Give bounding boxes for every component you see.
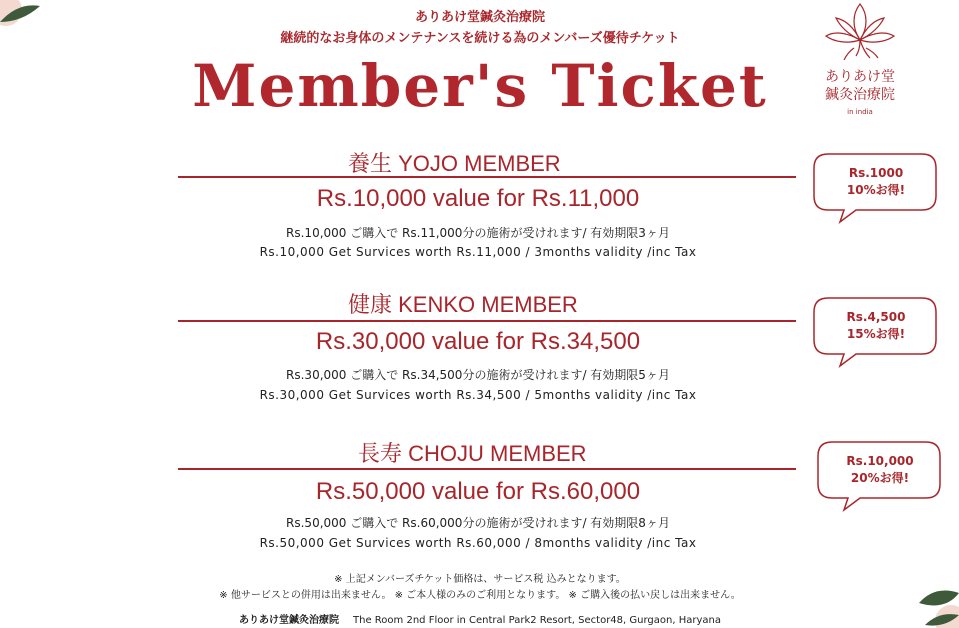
tier-value: Rs.10,000 value for Rs.11,000 <box>316 185 640 212</box>
top-left-leaf-decoration <box>0 0 50 40</box>
bubble-percent: 20%お得! <box>850 471 910 485</box>
discount-bubble-yojo <box>810 148 940 226</box>
bottom-right-leaf-decoration <box>905 585 959 628</box>
tier-description-en: Rs.30,000 Get Survices worth Rs.34,500 / 5months validity /inc Tax <box>259 388 697 402</box>
bubble-amount: Rs.10,000 <box>846 454 914 468</box>
clinic-logo <box>810 0 910 120</box>
ticket-subtitle: 継続的なお身体のメンテナンスを続ける為のメンバーズ優待チケット <box>280 31 680 46</box>
discount-bubble-kenko <box>810 292 940 370</box>
tier-name: 健康 KENKO MEMBER <box>348 292 578 317</box>
notes-line1: ※ 上記メンバーズチケット価格は、サービス税 込みとなります。 <box>334 574 626 585</box>
bubble-percent: 10%お得! <box>846 183 906 197</box>
tier-description-jp: Rs.30,000 ご購入で Rs.34,500分の施術が受けれます/ 有効期限5ヶ月 <box>286 368 670 382</box>
bubble-amount: Rs.1000 <box>848 166 904 180</box>
lotus-icon <box>818 0 902 66</box>
footer <box>180 611 780 626</box>
bubble-amount: Rs.4,500 <box>846 310 906 324</box>
tier-description-jp: Rs.10,000 ご購入で Rs.11,000分の施術が受けれます/ 有効期限3ヶ月 <box>286 226 670 240</box>
tier-description-en: Rs.10,000 Get Survices worth Rs.11,000 / 3months validity /inc Tax <box>259 245 697 259</box>
tier-divider <box>178 320 796 322</box>
clinic-name-header: ありあけ堂鍼灸治療院 <box>414 10 545 25</box>
tier-value: Rs.50,000 value for Rs.60,000 <box>315 478 641 505</box>
tier-divider <box>178 176 796 178</box>
bubble-percent: 15%お得! <box>846 327 906 341</box>
footer-store-name: ありあけ堂鍼灸治療院 <box>239 615 340 626</box>
footer-address: The Room 2nd Floor in Central Park2 Resort, Sector48, Gurgaon, Haryana <box>353 615 721 626</box>
tier-name: 養生 YOJO MEMBER <box>348 151 561 176</box>
tier-description-en: Rs.50,000 Get Survices worth Rs.60,000 / 8months validity /inc Tax <box>259 536 697 550</box>
notes-line2: ※ 他サービスとの併用は出来ません。 ※ ご本人様のみのご利用となります。 ※ ご購入後の払い戻しは出来ません。 <box>219 590 741 601</box>
page-title: Member's Ticket <box>192 52 768 120</box>
tier-name: 長寿 CHOJU MEMBER <box>358 441 587 466</box>
tier-divider <box>178 468 796 470</box>
tier-value: Rs.30,000 value for Rs.34,500 <box>315 328 641 355</box>
logo-text-line1: ありあけ堂 <box>825 69 895 85</box>
logo-text-line2: 鍼灸治療院 <box>825 87 895 103</box>
logo-subtext: in india <box>847 108 873 116</box>
discount-bubble-choju <box>814 436 944 514</box>
tier-description-jp: Rs.50,000 ご購入で Rs.60,000分の施術が受けれます/ 有効期限8ヶ月 <box>286 516 670 530</box>
